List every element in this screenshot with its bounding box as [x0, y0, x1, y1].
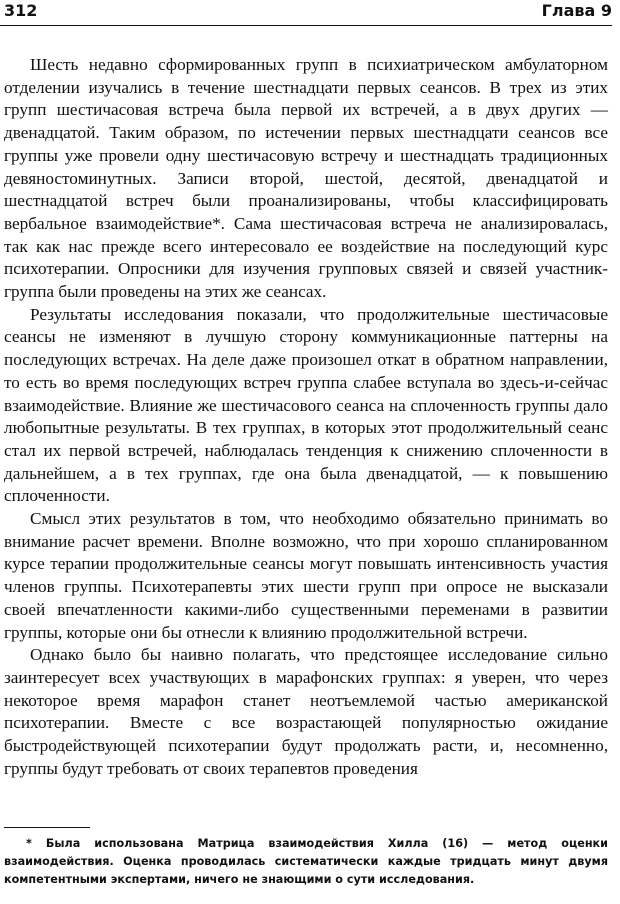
header-rule — [0, 25, 612, 26]
paragraph: Однако было бы наивно полагать, что предстоящее исследование сильно заинтересует всех участвующих в марафонских группах: я уверен, что через некоторое время марафон станет неотъемлемой частью американской психотерапии. Вместе с все возрастающей популярностью ожидание быстродействующей психотерапии будут продолжать расти, и, несомненно, группы будут требовать от своих терапевтов проведения — [4, 645, 608, 778]
body-text — [4, 54, 608, 781]
paragraph: Результаты исследования показали, что продолжительные шестичасовые сеансы не изменяют в лучшую сторону коммуникационные паттерны на последующих встречах. На деле даже произошел откат в обратном направлении, то есть во время последующих встреч группа слабее вступала во здесь-и-сейчас взаимодействие. Влияние же шестичасового сеанса на сплоченность группы дало любопытные результаты. В тех группах, в которых этот продолжительный сеанс стал их первой встречей, наблюдалась тенденция к снижению сплоченности в дальнейшем, а в тех группах, где она была двенадцатой, — к повышению сплоченности. — [4, 304, 608, 506]
running-header — [4, 0, 612, 26]
chapter-title: Глава 9 — [541, 1, 612, 20]
footnote: * Была использована Матрица взаимодействия Хилла (16) — метод оценки взаимодействия. Оценка проводилась систематически каждые тридцать минут двумя компетентными экспертами, ничего не знающими о сути исследования. — [4, 837, 608, 886]
footnote-rule — [4, 827, 90, 828]
page-number: 312 — [4, 1, 38, 20]
paragraph: Смысл этих результатов в том, что необходимо обязательно принимать во внимание расчет времени. Вполне возможно, что при хорошо спланированном курсе терапии продолжительные сеансы могут повышать интенсивность участия членов группы. Психотерапевты этих шести групп при опросе не высказали своей впечатленности какими-либо существенными переменами в развитии группы, которые они бы отнесли к влиянию продолжительной встречи. — [4, 509, 608, 642]
paragraph: Шесть недавно сформированных групп в психиатрическом амбулаторном отделении изучались в течение шестнадцати первых сеансов. В трех из этих групп шестичасовая встреча была первой их встречей, а в двух других — двенадцатой. Таким образом, по истечении первых шестнадцати сеансов все группы уже провели одну шестичасовую встречу и шестнадцать традиционных девяностоминутных. Записи второй, шестой, десятой, двенадцатой и шестнадцатой встреч были проанализированы, чтобы классифицировать вербальное взаимодействие*. Сама шестичасовая встреча не анализировалась, так как нас прежде всего интересовало ее воздействие на последующий курс психотерапии. Опросники для изучения групповых связей и связей участник-группа были проведены на этих же сеансах. — [4, 55, 608, 302]
